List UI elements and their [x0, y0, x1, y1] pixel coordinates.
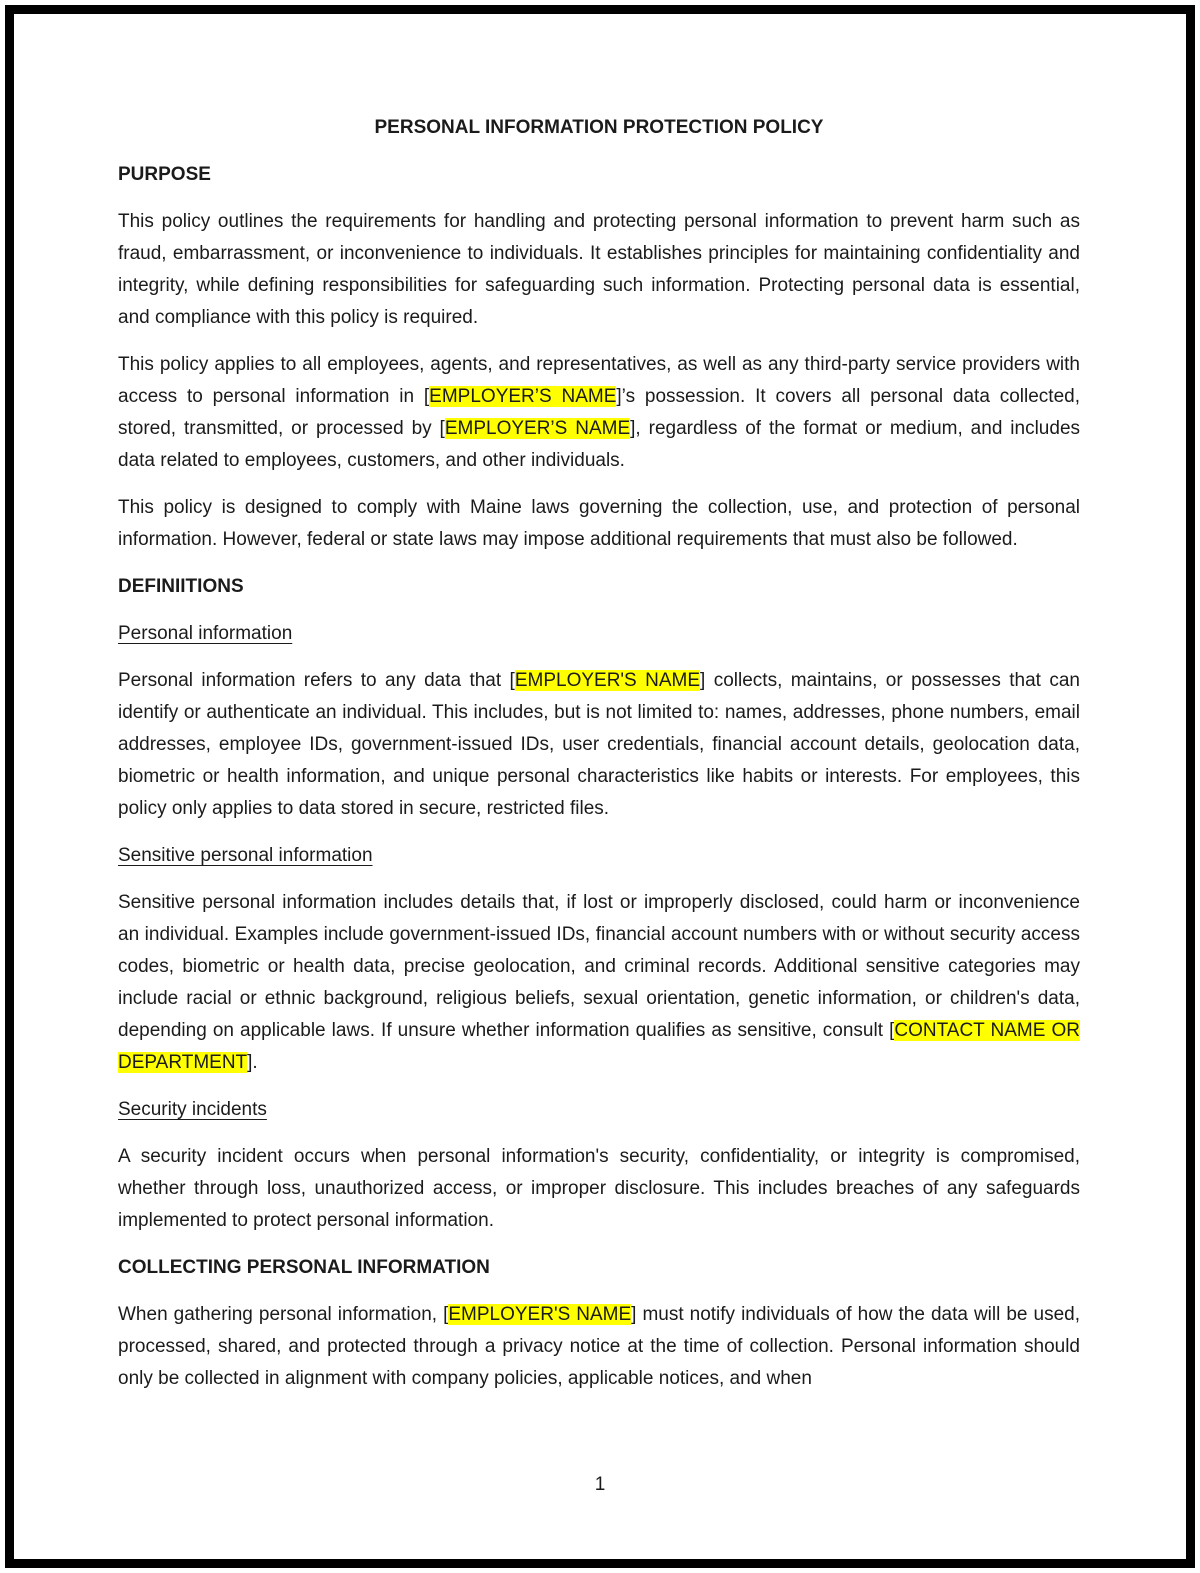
page-number: 1 — [594, 1474, 606, 1495]
document-title: PERSONAL INFORMATION PROTECTION POLICY — [374, 117, 824, 138]
sensitive-personal-information-paragraph — [118, 887, 1080, 1079]
section-heading-definitions: DEFINIITIONS — [118, 576, 244, 597]
subheading-sensitive-personal-information: Sensitive personal information — [118, 845, 373, 866]
highlighted-placeholder: EMPLOYER'S NAME — [448, 1304, 632, 1325]
section-heading-collecting: COLLECTING PERSONAL INFORMATION — [118, 1257, 490, 1278]
highlighted-placeholder: EMPLOYER’S NAME — [444, 418, 631, 439]
highlighted-placeholder: EMPLOYER’S NAME — [429, 386, 617, 407]
section-heading-purpose: PURPOSE — [118, 164, 211, 185]
subheading-personal-information: Personal information — [118, 623, 293, 644]
text-segment: Personal information refers to any data that [ — [118, 670, 515, 691]
purpose-paragraph-3: This policy is designed to comply with Maine laws governing the collection, use, and protection of personal information. However, federal or state laws may impose additional requirements that must also be followed. — [118, 497, 1080, 550]
highlighted-placeholder: CONTACT NAME OR DEPARTMENT — [118, 1020, 1080, 1073]
text-segment: ] collects, maintains, or possesses that can identify or authenticate an individual. This includes, but is not limited to: names, addresses, phone numbers, email addresses, employee IDs, government-issued IDs, user credentials, financial account details, geolocation data, biometric or health information, and unique personal characteristics like habits or interests. For employees, this policy only applies to data stored in secure, restricted files. — [118, 670, 1080, 819]
collecting-paragraph — [118, 1299, 1080, 1395]
text-segment: When gathering personal information, [ — [118, 1304, 449, 1325]
text-segment: ]’s possession. It covers all personal data collected, stored, transmitted, or processed by [ — [118, 386, 1081, 439]
text-segment: ]. — [247, 1052, 258, 1073]
security-incidents-paragraph: A security incident occurs when personal information's security, confidentiality, or integrity is compromised, whether through loss, unauthorized access, or improper disclosure. This includes breaches of any safeguards implemented to protect personal information. — [118, 1146, 1080, 1231]
highlighted-placeholder: EMPLOYER'S NAME — [514, 670, 701, 691]
document-content — [118, 112, 1080, 1410]
purpose-paragraph-1: This policy outlines the requirements for handling and protecting personal information to prevent harm such as fraud, embarrassment, or inconvenience to individuals. It establishes principles for maintaining confidentiality and integrity, while defining responsibilities for safeguarding such information. Protecting personal data is essential, and compliance with this policy is required. — [118, 211, 1080, 328]
text-segment: ] must notify individuals of how the data will be used, processed, shared, and protected through a privacy notice at the time of collection. Personal information should only be collected in alignment with company policies, applicable notices, and when — [118, 1304, 1080, 1389]
purpose-paragraph-2 — [118, 349, 1080, 477]
text-segment: ], regardless of the format or medium, and includes data related to employees, customers, and other individuals. — [118, 418, 1081, 471]
personal-information-paragraph — [118, 665, 1080, 825]
text-segment: This policy applies to all employees, agents, and representatives, as well as any third-party service providers with access to personal information in [ — [118, 354, 1080, 407]
text-segment: Sensitive personal information includes details that, if lost or improperly disclosed, could harm or inconvenience an individual. Examples include government-issued IDs, financial account numbers with or without security access codes, biometric or health data, precise geolocation, and criminal records. Additional sensitive categories may include racial or ethnic background, religious beliefs, sexual orientation, genetic information, or children's data, depending on applicable laws. If unsure whether information qualifies as sensitive, consult [ — [118, 892, 1080, 1041]
subheading-security-incidents: Security incidents — [118, 1099, 267, 1120]
